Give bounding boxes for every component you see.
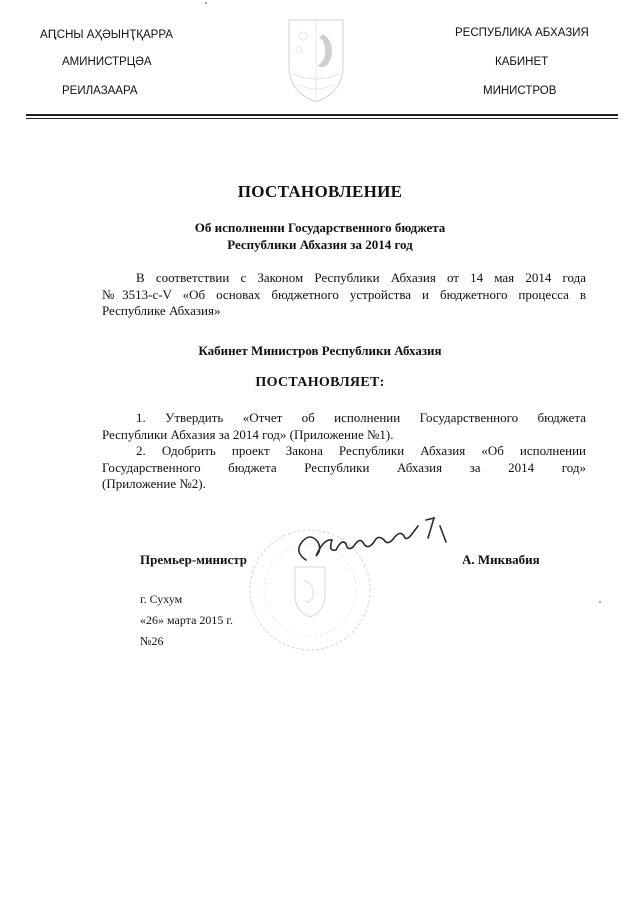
preamble-line-3: Республике Абхазия» (102, 303, 221, 318)
item-2-line-1: 2. Одобрить проект Закона Республики Абхазия «Об исполнении (136, 443, 586, 458)
scan-mark (599, 601, 601, 603)
resolves-heading: ПОСТАНОВЛЯЕТ: (255, 375, 385, 390)
document-title: ПОСТАНОВЛЕНИЕ (237, 182, 403, 201)
preamble-line-1: В соответствии с Законом Республики Абхазия от 14 мая 2014 года (136, 270, 586, 285)
resolution-items (102, 410, 586, 493)
header-right-line-2: КАБИНЕТ (495, 56, 549, 68)
header-left-line-2: АМИНИСТРЦӘА (62, 56, 152, 68)
item-1-line-1: 1. Утвердить «Отчет об исполнении Государственного бюджета (136, 410, 586, 425)
header-left-line-1: АԤСНЫ АҲӘЫНҬҚАРРА (40, 29, 173, 41)
header-right-line-1: РЕСПУБЛИКА АБХАЗИЯ (455, 27, 589, 39)
item-2-line-3: (Приложение №2). (102, 476, 206, 491)
signatory-name: А. Миквабия (462, 552, 540, 567)
state-emblem-icon (283, 14, 349, 104)
footer-number: №26 (140, 634, 164, 648)
document-subtitle-line-1: Об исполнении Государственного бюджета (194, 220, 446, 235)
header-rule-bottom (26, 118, 618, 119)
preamble-line-2: №3513-с-V «Об основах бюджетного устройства и бюджетного процесса в (102, 286, 586, 302)
footer-city: г. Сухум (140, 592, 183, 606)
header-right-line-3: МИНИСТРОВ (483, 85, 557, 97)
header-rule-top (26, 114, 618, 116)
document-subtitle-line-2: Республики Абхазия за 2014 год (227, 237, 413, 252)
handwritten-signature (288, 512, 458, 572)
item-2-line-2: Государственного бюджета Республики Абхазия за 2014 год» (102, 459, 586, 475)
item-1-line-2: Республики Абхазия за 2014 год» (Приложение №1). (102, 426, 394, 442)
signatory-position: Премьер-министр (140, 552, 248, 567)
footer-date: «26» марта 2015 г. (140, 613, 233, 627)
authority-line: Кабинет Министров Республики Абхазия (198, 343, 442, 358)
preamble-paragraph (102, 270, 586, 320)
scan-mark (205, 2, 207, 4)
header-left-line-3: РЕИЛАЗААРА (62, 85, 138, 97)
